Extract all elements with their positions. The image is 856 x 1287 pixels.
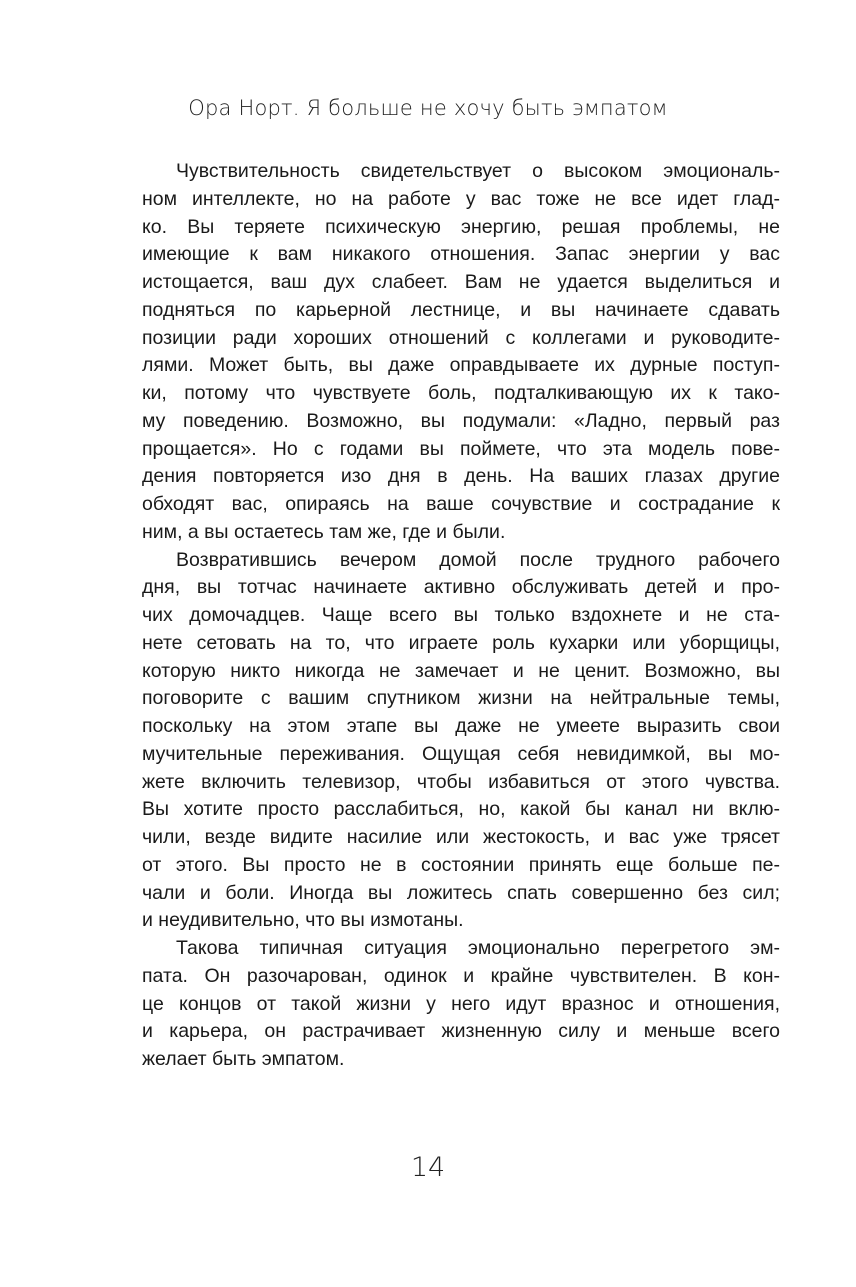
- text-line: лями. Может быть, вы даже оправдываете их дурные поступ-: [142, 354, 780, 377]
- text-line: подняться по карьерной лестнице, и вы начинаете сдавать: [142, 298, 780, 321]
- text-line: дения повторяется изо дня в день. На ваших глазах другие: [142, 465, 780, 488]
- text-line: имеющие к вам никакого отношения. Запас энергии у вас: [142, 243, 780, 266]
- paragraph: [142, 935, 780, 1074]
- text-line: чих домочадцев. Чаще всего вы только вздохнете и не ста-: [142, 604, 780, 626]
- text-line: жете включить телевизор, чтобы избавиться от этого чувства.: [142, 770, 780, 793]
- text-line: и карьера, он растрачивает жизненную силу и меньше всего: [142, 1020, 780, 1043]
- text-line: поскольку на этом этапе вы даже не умеете выразить свои: [142, 715, 780, 737]
- text-line: желает быть эмпатом.: [142, 1048, 345, 1070]
- text-line: ном интеллекте, но на работе у вас тоже не все идет глад-: [142, 187, 780, 210]
- text-line: нете сетовать на то, что играете роль кухарки или уборщицы,: [142, 631, 780, 654]
- text-line: пата. Он разочарован, одинок и крайне чувствителен. В кон-: [142, 964, 780, 987]
- text-line: прощается». Но с годами вы поймете, что эта модель пове-: [142, 437, 780, 460]
- text-line: и неудивительно, что вы измотаны.: [142, 909, 464, 932]
- text-line: ки, потому что чувствуете боль, подталкивающую их к тако-: [142, 382, 780, 404]
- text-line: чали и боли. Иногда вы ложитесь спать совершенно без сил;: [142, 881, 780, 904]
- running-header: Ора Норт. Я больше не хочу быть эмпатом: [188, 96, 668, 120]
- text-line: Возвратившись вечером домой после трудного рабочего: [176, 548, 780, 571]
- page-number: 14: [410, 1152, 446, 1183]
- text-line: це концов от такой жизни у него идут вразнос и отношения,: [142, 992, 780, 1015]
- text-line: мучительные переживания. Ощущая себя невидимкой, вы мо-: [142, 742, 780, 765]
- text-line: Чувствительность свидетельствует о высоком эмоциональ-: [176, 160, 780, 182]
- text-line: ко. Вы теряете психическую энергию, решая проблемы, не: [142, 215, 780, 238]
- text-line: которую никто никогда не замечает и не ценит. Возможно, вы: [142, 659, 780, 682]
- text-line: му поведению. Возможно, вы подумали: «Ладно, первый раз: [142, 409, 780, 432]
- text-line: ним, а вы остаетесь там же, где и были.: [142, 520, 506, 543]
- text-line: чили, везде видите насилие или жестокость, и вас уже трясет: [142, 826, 780, 848]
- text-line: истощается, ваш дух слабеет. Вам не удается выделиться и: [142, 271, 780, 293]
- text-line: от этого. Вы просто не в состоянии принять еще больше пе-: [142, 853, 780, 876]
- text-line: поговорите с вашим спутником жизни на нейтральные темы,: [142, 687, 780, 710]
- text-line: позиции ради хороших отношений с коллегами и руководите-: [142, 326, 780, 349]
- paragraph: [142, 547, 780, 936]
- text-line: дня, вы тотчас начинаете активно обслуживать детей и про-: [142, 576, 780, 599]
- text-line: обходят вас, опираясь на ваше сочувствие и сострадание к: [142, 493, 780, 515]
- paragraph: [142, 158, 780, 547]
- text-line: Вы хотите просто расслабиться, но, какой бы канал ни вклю-: [142, 798, 780, 821]
- text-line: Такова типичная ситуация эмоционально перегретого эм-: [176, 937, 780, 959]
- body-text: [142, 158, 780, 1074]
